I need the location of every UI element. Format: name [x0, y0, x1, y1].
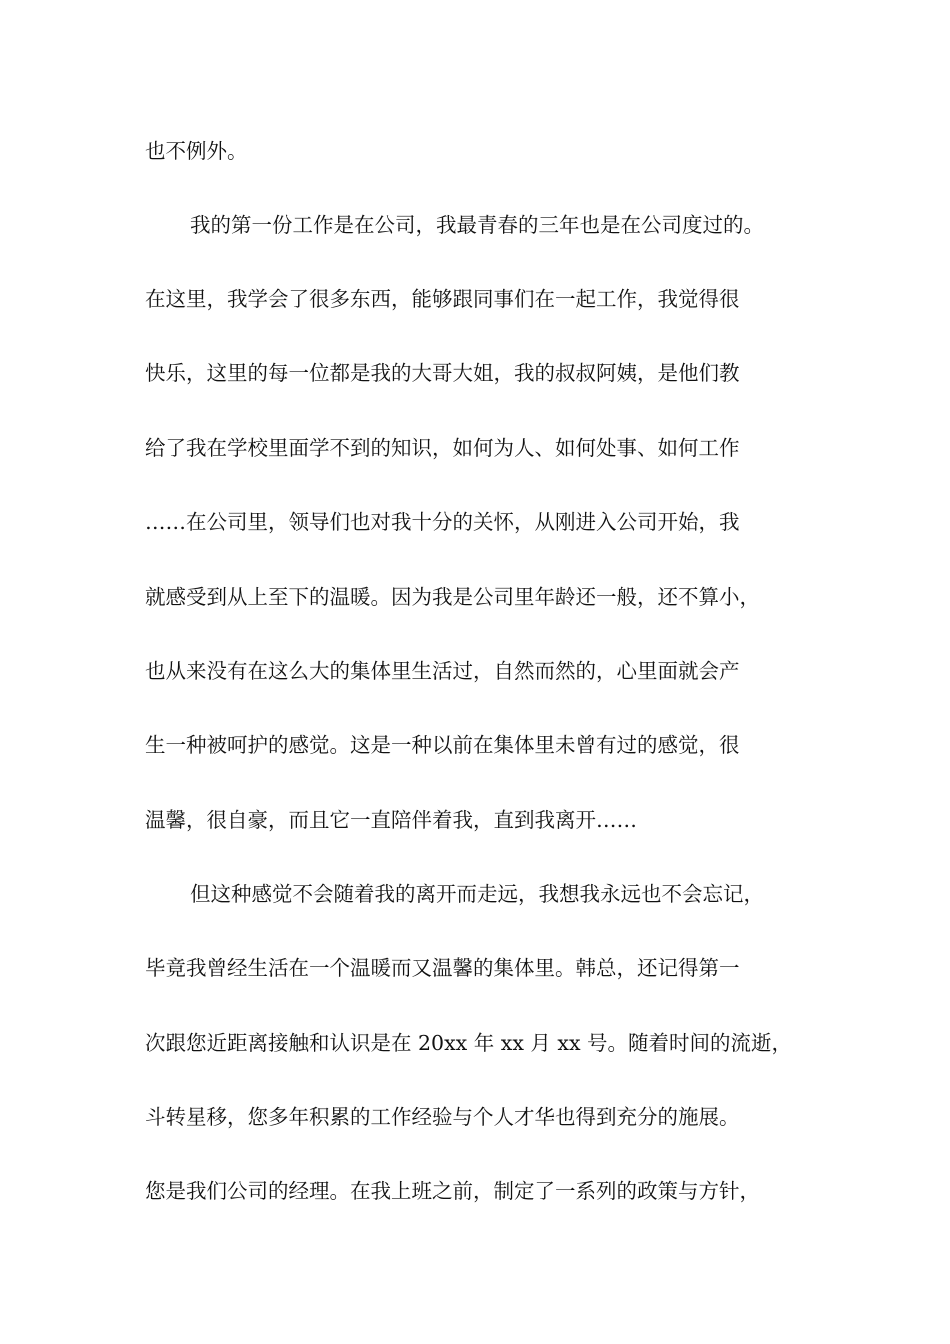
text-line: 毕竟我曾经生活在一个温暖而又温馨的集体里。韩总，还记得第一 — [145, 956, 740, 980]
text-line: 次跟您近距离接触和认识是在 20xx 年 xx 月 xx 号。随着时间的流逝， — [145, 1031, 793, 1055]
paragraph-start-line: 我的第一份工作是在公司，我最青春的三年也是在公司度过的。 — [190, 213, 764, 237]
text-line: 生一种被呵护的感觉。这是一种以前在集体里未曾有过的感觉，很 — [145, 733, 740, 757]
text-line: 您是我们公司的经理。在我上班之前，制定了一系列的政策与方针， — [145, 1179, 760, 1203]
text-line: 温馨，很自豪，而且它一直陪伴着我，直到我离开…… — [145, 808, 637, 832]
text-line: ……在公司里，领导们也对我十分的关怀，从刚进入公司开始，我 — [145, 510, 740, 534]
text-line: 给了我在学校里面学不到的知识，如何为人、如何处事、如何工作 — [145, 436, 740, 460]
text-line: 斗转星移，您多年积累的工作经验与个人才华也得到充分的施展。 — [145, 1105, 740, 1129]
paragraph-start-line: 但这种感觉不会随着我的离开而走远，我想我永远也不会忘记， — [190, 882, 764, 906]
text-line: 就感受到从上至下的温暖。因为我是公司里年龄还一般，还不算小， — [145, 585, 760, 609]
text-line: 在这里，我学会了很多东西，能够跟同事们在一起工作，我觉得很 — [145, 287, 740, 311]
text-line: 也从来没有在这么大的集体里生活过，自然而然的，心里面就会产 — [145, 659, 740, 683]
text-line: 也不例外。 — [145, 139, 248, 163]
text-line: 快乐，这里的每一位都是我的大哥大姐，我的叔叔阿姨，是他们教 — [145, 361, 740, 385]
